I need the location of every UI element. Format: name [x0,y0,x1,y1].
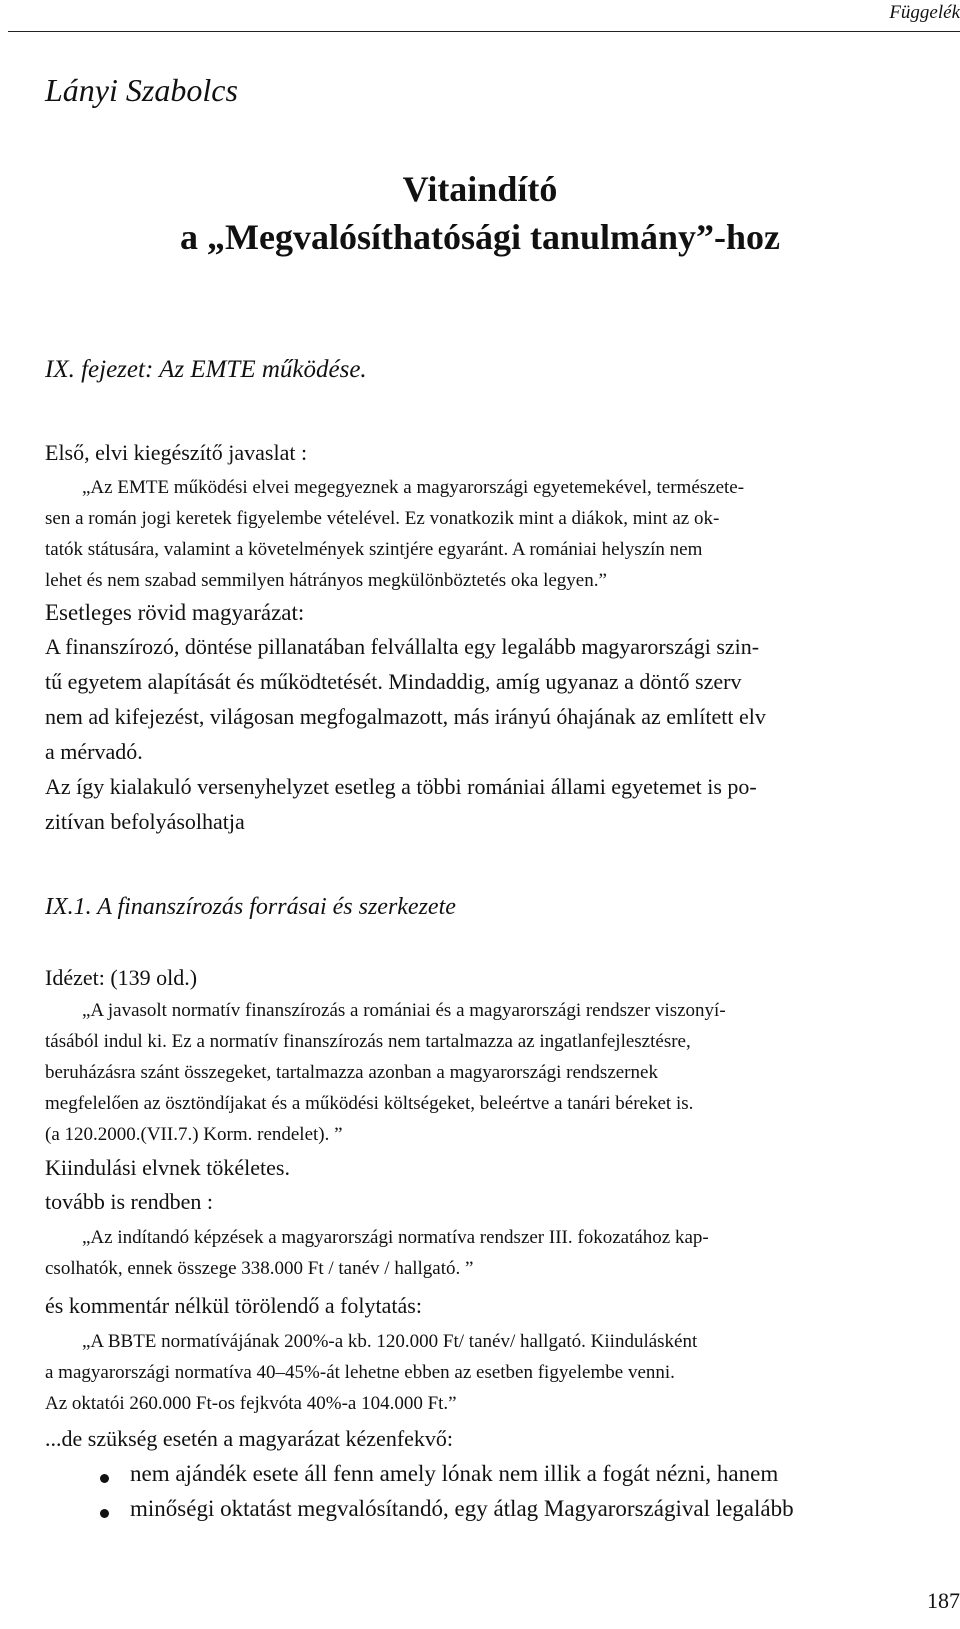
p4-line: tovább is rendben : [45,1189,214,1214]
p5-quote-line: Az oktatói 260.000 Ft-os fejkvóta 40%-a 104.000 Ft.” [45,1393,457,1414]
bullet-item: nem ajándék esete áll fenn amely lónak nem illik a fogát nézni, hanem [130,1461,779,1486]
p4-quote-line: csolhatók, ennek összege 338.000 Ft / tanév / hallgató. ” [45,1258,474,1279]
title-line-1: Vitaindító [402,169,558,209]
p2-line: A finanszírozó, döntése pillanatában felvállalta egy legalább magyarországi szin- [45,634,760,659]
p2-line: tű egyetem alapítását és működtetését. Mindaddig, amíg ugyanaz a döntő szerv [45,669,742,694]
header-label: Függelék [889,2,960,23]
p5-quote-line: „A BBTE normatívájának 200%-a kb. 120.000 Ft/ tanév/ hallgató. Kiindulásként [82,1331,698,1352]
p2-heading: Esetleges rövid magyarázat: [45,600,305,625]
page-number: 187 [927,1588,960,1613]
section-heading: IX.1. A finanszírozás forrásai és szerkezete [45,894,456,920]
bullet-dot [100,1474,109,1483]
p2-line: nem ad kifejezést, világosan megfogalmazott, más irányú óhajának az említett elv [45,704,766,729]
author-name: Lányi Szabolcs [45,72,238,108]
p6-heading: ...de szükség esetén a magyarázat kézenfekvő: [45,1426,454,1451]
p2-line: Az így kialakuló versenyhelyzet esetleg a többi romániai állami egyetemet is po- [45,774,757,799]
p1-line: sen a román jogi keretek figyelembe vételével. Ez vonatkozik mint a diákok, mint az ok- [45,508,720,529]
p3-heading: Idézet: (139 old.) [45,965,198,990]
p4-quote-line: „Az indítandó képzések a magyarországi normatíva rendszer III. fokozatához kap- [82,1227,709,1248]
chapter-heading: IX. fejezet: Az EMTE működése. [45,356,367,383]
header-rule [8,31,960,32]
p4-line: Kiindulási elvnek tökéletes. [45,1155,290,1180]
title-line-2: a „Megvalósíthatósági tanulmány”-hoz [179,217,780,257]
p1-heading: Első, elvi kiegészítő javaslat : [45,440,308,465]
bullet-dot [100,1509,109,1518]
p3-line: „A javasolt normatív finanszírozás a romániai és a magyarországi rendszer viszonyí- [82,1000,726,1021]
p3-line: beruházásra szánt összegeket, tartalmazza azonban a magyarországi rendszernek [45,1062,658,1083]
p1-line: lehet és nem szabad semmilyen hátrányos megkülönböztetés oka legyen.” [45,570,607,591]
p3-line: (a 120.2000.(VII.7.) Korm. rendelet). ” [45,1124,343,1145]
p2-line: a mérvadó. [45,739,143,764]
p5-quote-line: a magyarországi normatíva 40–45%-át lehetne ebben az esetben figyelembe venni. [45,1362,675,1383]
p2-line: zitívan befolyásolhatja [45,809,245,834]
p1-line: „Az EMTE működési elvei megegyeznek a magyarországi egyetemekével, természete- [82,477,745,498]
p3-line: megfelelően az ösztöndíjakat és a működési költségeket, beleértve a tanári béreket is. [45,1093,694,1114]
p1-line: tatók státusára, valamint a követelmények szintjére egyaránt. A romániai helyszín nem [45,539,703,560]
p5-heading: és kommentár nélkül törölendő a folytatás: [45,1293,422,1318]
bullet-item: minőségi oktatást megvalósítandó, egy átlag Magyarországival legalább [130,1496,794,1521]
p3-line: tásából indul ki. Ez a normatív finanszírozás nem tartalmazza az ingatlanfejlesztésre, [45,1031,691,1052]
